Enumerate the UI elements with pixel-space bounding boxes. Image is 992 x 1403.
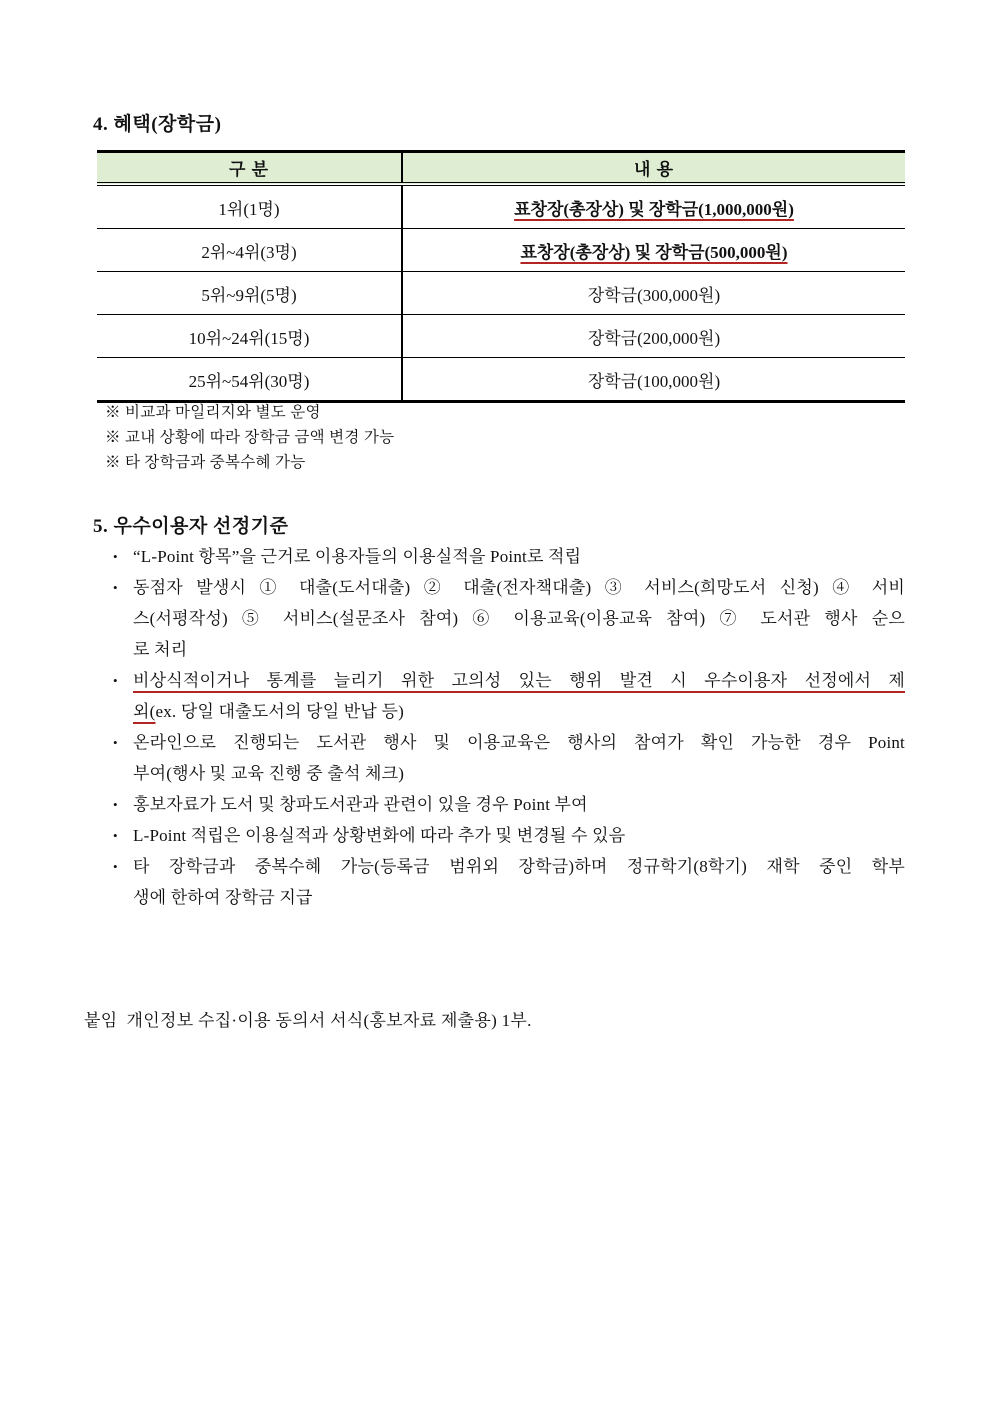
- bullet-line: [133, 789, 905, 820]
- rank-cell: 2위~4위(3명): [97, 229, 402, 272]
- bullet-line: [133, 541, 905, 572]
- bullet-icon: •: [113, 735, 118, 750]
- criteria-bullet-list: [113, 541, 905, 913]
- benefit-table: [97, 150, 905, 403]
- table-note: ※ 비교과 마일리지와 별도 운영: [105, 404, 321, 421]
- bullet-icon: •: [113, 828, 118, 843]
- plain-text: 온라인으로 진행되는 도서관 행사 및 이용교육은 행사의 참여가 확인 가능한 경우 Point: [133, 733, 905, 752]
- plain-text: 동점자 발생시 ① 대출(도서대출) ② 대출(전자책대출) ③ 서비스(희망도서 신청) ④ 서비: [133, 578, 905, 597]
- table-row: [97, 358, 905, 402]
- table-note: ※ 교내 상황에 따라 장학금 금액 변경 가능: [105, 429, 395, 446]
- table-notes: [105, 400, 394, 475]
- bullet-text: [133, 851, 905, 913]
- bullet-line: [133, 603, 905, 634]
- column-header-rank: 구 분: [97, 152, 402, 185]
- bullet-icon: •: [113, 580, 118, 595]
- list-item: [113, 572, 905, 665]
- table-note: ※ 타 장학금과 중복수혜 가능: [105, 454, 306, 471]
- table-row: [97, 184, 905, 229]
- rank-cell: 1위(1명): [97, 184, 402, 229]
- table-row: [97, 315, 905, 358]
- bullet-text: [133, 665, 905, 727]
- bullet-line: [133, 696, 905, 727]
- bullet-line: [133, 634, 905, 665]
- bullet-line: [133, 727, 905, 758]
- bullet-icon: •: [113, 549, 118, 564]
- bullet-text: [133, 572, 905, 665]
- bullet-line: [133, 851, 905, 882]
- benefit-cell: 장학금(300,000원): [402, 272, 905, 315]
- plain-text: “L-Point 항목”을 근거로 이용자들의 이용실적을 Point로 적립: [133, 547, 582, 566]
- benefit-cell: 표창장(총장상) 및 장학금(1,000,000원): [402, 184, 905, 229]
- bullet-line: [133, 820, 905, 851]
- bullet-line: [133, 665, 905, 696]
- bullet-line: [133, 758, 905, 789]
- plain-text: 로 처리: [133, 640, 188, 659]
- section4-title: 4. 혜택(장학금): [93, 114, 222, 135]
- bullet-text: [133, 820, 905, 851]
- rank-cell: 10위~24위(15명): [97, 315, 402, 358]
- underlined-text: 비상식적이거나 통계를 늘리기 위한 고의성 있는 행위 발견 시 우수이용자 선정에서 제: [133, 671, 905, 690]
- list-item: [113, 789, 905, 820]
- column-header-benefit: 내 용: [402, 152, 905, 185]
- benefit-cell: 표창장(총장상) 및 장학금(500,000원): [402, 229, 905, 272]
- benefit-cell: 장학금(200,000원): [402, 315, 905, 358]
- list-item: [113, 665, 905, 727]
- section5-title: 5. 우수이용자 선정기준: [93, 516, 289, 537]
- bullet-line: [133, 882, 905, 913]
- bullet-line: [133, 572, 905, 603]
- list-item: [113, 541, 905, 572]
- plain-text: 홍보자료가 도서 및 창파도서관과 관련이 있을 경우 Point 부여: [133, 795, 588, 814]
- plain-text: ex. 당일 대출도서의 당일 반납 등): [155, 702, 404, 721]
- plain-text: 부여(행사 및 교육 진행 중 출석 체크): [133, 764, 405, 783]
- underlined-text: 외(: [133, 702, 156, 721]
- plain-text: 생에 한하여 장학금 지급: [133, 888, 313, 907]
- benefit-table-head: [97, 152, 905, 185]
- bullet-icon: •: [113, 797, 118, 812]
- rank-cell: 5위~9위(5명): [97, 272, 402, 315]
- rank-cell: 25위~54위(30명): [97, 358, 402, 402]
- table-row: [97, 272, 905, 315]
- table-header-row: [97, 152, 905, 185]
- plain-text: 타 장학금과 중복수혜 가능(등록금 범위외 장학금)하며 정규학기(8학기) 재학 중인 학부: [133, 857, 905, 876]
- bullet-text: [133, 727, 905, 789]
- attachment-line: 붙임 개인정보 수집·이용 동의서 서식(홍보자료 제출용) 1부.: [84, 1011, 532, 1030]
- bullet-text: [133, 789, 905, 820]
- benefit-table-body: [97, 184, 905, 402]
- bullet-icon: •: [113, 673, 118, 688]
- plain-text: L-Point 적립은 이용실적과 상황변화에 따라 추가 및 변경될 수 있음: [133, 826, 626, 845]
- list-item: [113, 820, 905, 851]
- bullet-text: [133, 541, 905, 572]
- list-item: [113, 727, 905, 789]
- plain-text: 스(서평작성) ⑤ 서비스(설문조사 참여) ⑥ 이용교육(이용교육 참여) ⑦ 도서관 행사 순으: [133, 609, 905, 628]
- benefit-cell: 장학금(100,000원): [587, 371, 721, 391]
- table-row: [97, 229, 905, 272]
- list-item: [113, 851, 905, 913]
- bullet-icon: •: [113, 859, 118, 874]
